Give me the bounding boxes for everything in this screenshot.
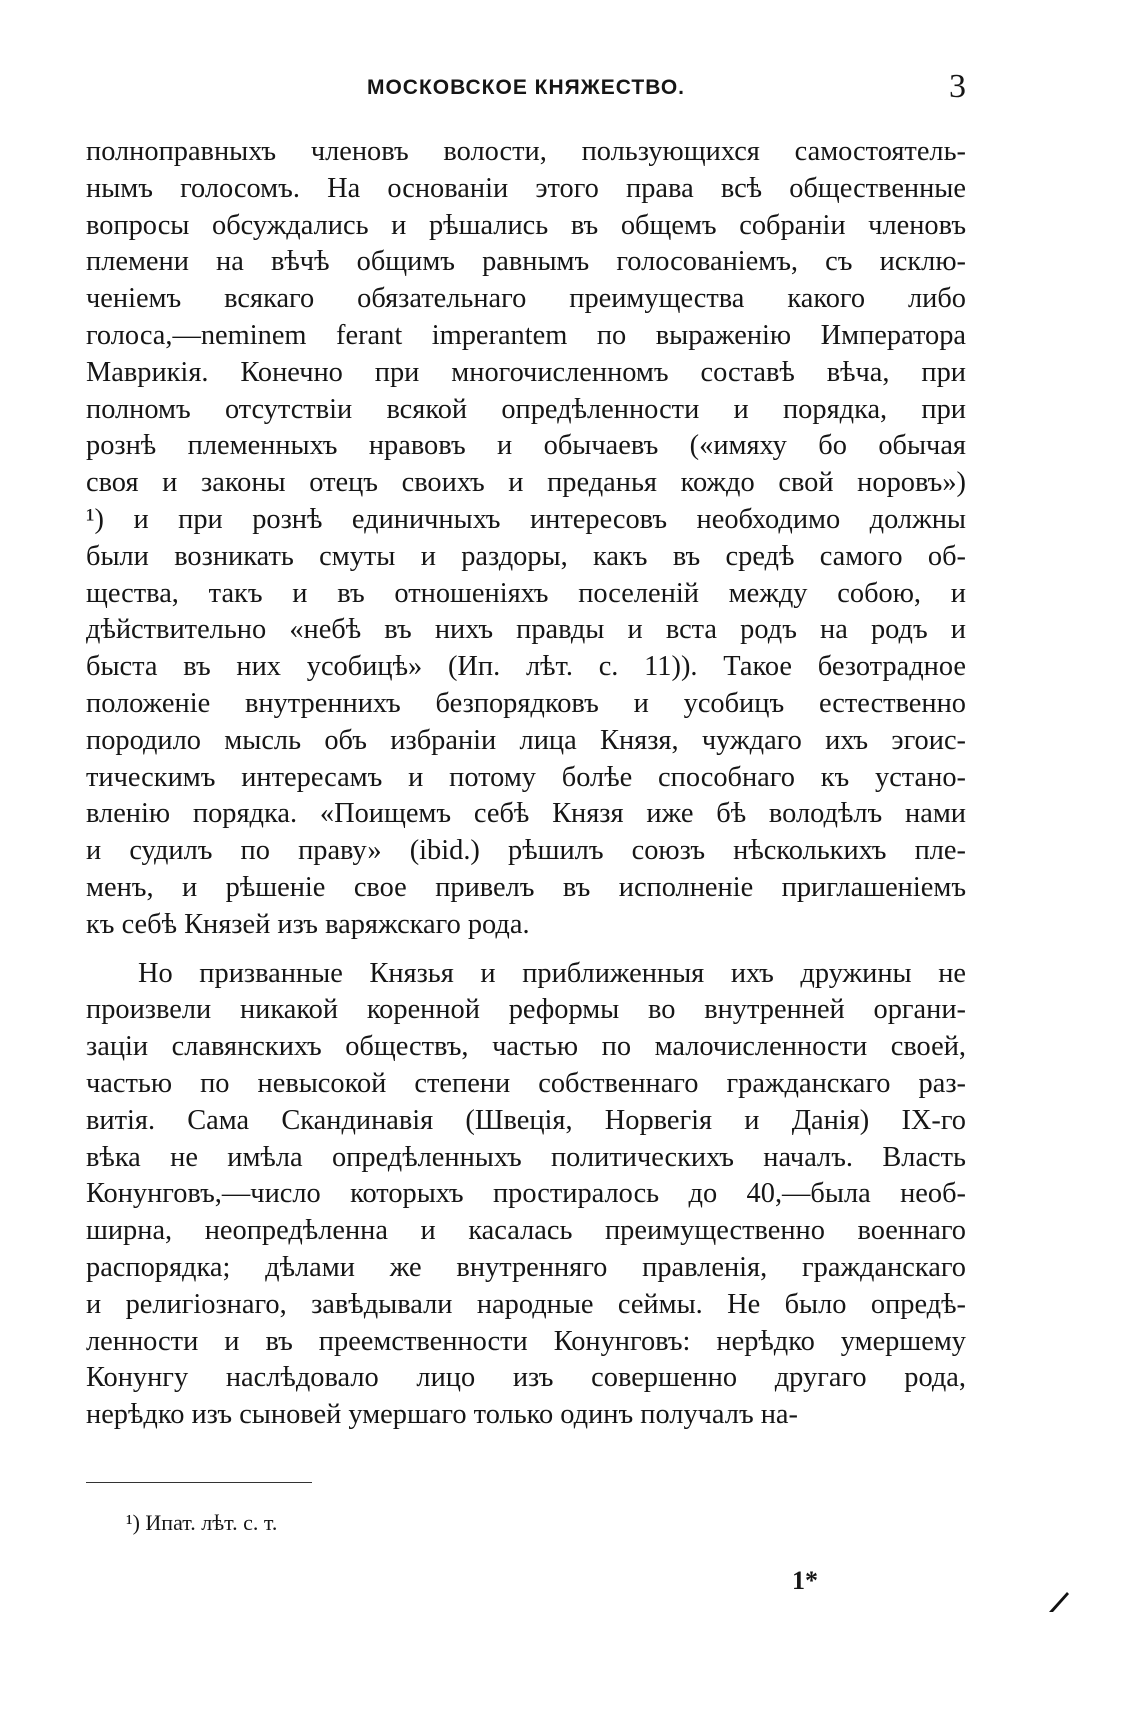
text-line: положеніе внутреннихъ безпорядковъ и усобицъ естественно [86, 687, 966, 719]
text-line: заціи славянскихъ обществъ, частью по малочисленности своей, [86, 1031, 966, 1063]
text-line: къ себѣ Князей изъ варяжскаго рода. [86, 908, 530, 940]
text-line: Маврикія. Конечно при многочисленномъ составѣ вѣча, при [86, 356, 966, 388]
text-line: ¹) и при рознѣ единичныхъ интересовъ необходимо должны [86, 503, 966, 535]
text-line: и религіознаго, завѣдывали народные сеймы. Не было опредѣ- [86, 1288, 966, 1320]
footnote-rule [86, 1482, 312, 1483]
text-line: вленію порядка. «Поищемъ себѣ Князя иже бѣ володѣлъ нами [86, 798, 966, 830]
text-line: были возникать смуты и раздоры, какъ въ средѣ самого об- [86, 540, 966, 572]
signature-mark: 1* [792, 1566, 818, 1595]
text-line: Конунгу наслѣдовало лицо изъ совершенно другаго рода, [86, 1362, 966, 1394]
text-line: породило мысль объ избраніи лица Князя, чуждаго ихъ эгоис- [86, 724, 966, 756]
stray-ink-mark [1045, 1588, 1071, 1614]
text-line: ширна, неопредѣленна и касалась преимущественно военнаго [86, 1215, 966, 1247]
text-line: витія. Сама Скандинавія (Швеція, Норвегія и Данія) IX-го [86, 1104, 966, 1136]
text-line: полномъ отсутствіи всякой опредѣленности и порядка, при [86, 393, 966, 425]
text-line: быста въ них усобицѣ» (Ип. лѣт. с. 11)). Такое безотрадное [86, 651, 966, 683]
paragraph-2 [86, 956, 966, 1434]
text-line: рознѣ племенныхъ нравовъ и обычаевъ («имяху бо обычая [86, 430, 966, 462]
running-title: МОСКОВСКОЕ КНЯЖЕСТВО. [366, 76, 685, 99]
text-line: племени на вѣчѣ общимъ равнымъ голосованіемъ, съ исклю- [86, 246, 966, 278]
text-line: нерѣдко изъ сыновей умершаго только одинъ получалъ на- [86, 1399, 798, 1431]
page-number: 3 [949, 68, 966, 105]
text-line: щества, такъ и въ отношеніяхъ поселеній между собою, и [86, 577, 966, 609]
text-line: голоса,—neminem ferant imperantem по выраженію Императора [86, 319, 966, 351]
text-line: и судилъ по праву» (ibid.) рѣшилъ союзъ нѣсколькихъ пле- [86, 835, 966, 867]
text-line: ченіемъ всякаго обязательнаго преимущества какого либо [86, 283, 966, 315]
text-line: полноправныхъ членовъ волости, пользующихся самостоятель- [86, 136, 966, 167]
text-line: своя и законы отецъ своихъ и преданья кождо свой норовъ») [86, 467, 966, 499]
text-line: распорядка; дѣлами же внутренняго правленія, гражданскаго [86, 1251, 966, 1283]
text-line: менъ, и рѣшеніе свое привелъ въ исполненіе приглашеніемъ [86, 871, 966, 903]
text-line: нымъ голосомъ. На основаніи этого права всѣ общественные [86, 172, 966, 204]
running-head [86, 68, 966, 108]
footnote: ¹) Ипат. лѣт. с. т. [126, 1510, 278, 1535]
text-line: частью по невысокой степени собственнаго гражданскаго раз- [86, 1067, 966, 1099]
text-line: ленности и въ преемственности Конунговъ: нерѣдко умершему [86, 1325, 966, 1357]
text-line: Но призванные Князья и приближенныя ихъ дружины не [138, 957, 966, 989]
text-line: вѣка не имѣла опредѣленныхъ политическихъ началъ. Власть [86, 1141, 966, 1173]
text-line: дѣйствительно «небѣ въ нихъ правды и вста родъ на родъ и [86, 614, 966, 646]
paragraph-1 [86, 134, 966, 944]
text-line: произвели никакой коренной реформы во внутренней органи- [86, 994, 966, 1026]
text-line: Конунговъ,—число которыхъ простиралось до 40,—была необ- [86, 1178, 966, 1210]
text-line: тическимъ интересамъ и потому болѣе способнаго къ устано- [86, 761, 966, 793]
body-text [86, 134, 966, 1434]
text-line: вопросы обсуждались и рѣшались въ общемъ собраніи членовъ [86, 209, 966, 241]
